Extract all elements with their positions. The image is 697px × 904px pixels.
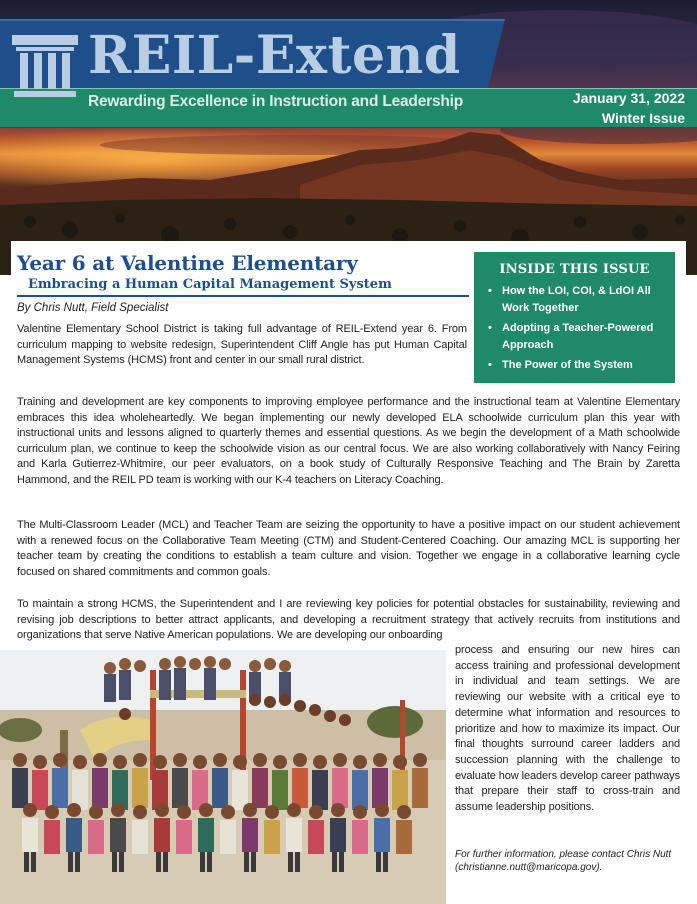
issue-item-1[interactable]: • How the LOI, COI, & LdOI All Work Together (488, 283, 667, 316)
issue-date: January 31, 2022 (572, 90, 685, 106)
sidebar-title: INSIDE THIS ISSUE (499, 262, 650, 277)
issue-season: Winter Issue (601, 110, 685, 126)
group-photo-illustration (0, 650, 446, 904)
paragraph-4: To maintain a strong HCMS, the Superintendent and I are reviewing key policies for potential obstacles for sustainability, reviewing and revising job descriptions to better attract applicants, and developing a recruitment strategy that actively recruits from institutions and organizations that serve Native American populations. We are developing our onboarding (17, 598, 680, 642)
byline: By Chris Nutt, Field Specialist (17, 302, 169, 314)
issue-item-2[interactable]: • Adopting a Teacher-Powered Approach (488, 320, 667, 353)
article-subtitle: Embracing a Human Capital Management System (28, 277, 392, 292)
issue-item-3[interactable]: • The Power of the System (488, 357, 667, 374)
article-title: Year 6 at Valentine Elementary (17, 251, 358, 275)
issue-date-block (573, 88, 685, 128)
tagline: Rewarding Excellence in Instruction and Leadership (88, 93, 464, 110)
title-divider (17, 295, 469, 297)
paragraph-2: Training and development are key components to improving employee performance and the instructional team at Valentine Elementary embraces this idea wholeheartedly. We began implementing our newly developed ELA schoolwide curriculum plan this year with instructional units and lessons aligned to quarterly themes and essential questions. As we begin the development of a Math schoolwide curriculum plan, we continue to keep the schoolwide vision as our central focus. We are also working collaboratively with Nancy Feiring and Karla Gutierrez-Whitmire, our peer evaluators, on a book study of Culturally Responsive Teaching and The Brain by Zaretta Hammond, and the REIL PD team is working with our K-4 teachers on Literacy Coaching. (17, 396, 680, 486)
paragraph-3: The Multi-Classroom Leader (MCL) and Teacher Team are seizing the opportunity to have a positive impact on our student achievement with a renewed focus on the Collaborative Team Meeting (CTM) and Student-Centered Coaching. Our amazing MCL is supporting her teacher team by creating the conditions to establish a team culture and vision. Together we engage in a collaborative learning cycle focused on shared commitments and common goals. (17, 519, 680, 578)
contact-note: For further information, please contact Chris Nutt (christianne.nutt@maricopa.gov). (455, 849, 672, 873)
paragraph-4-continued: process and ensuring our new hires can access training and professional development in individual and team settings. We are reviewing our website with a critical eye to determine what information and resources to prioritize and how to maximize its impact. Our final thoughts surround career ladders and succession planning with the challenge to evaluate how leaders develop career pathways that prepare their staff to cross-train and assume leadership positions. (455, 644, 680, 814)
paragraph-1: Valentine Elementary School District is taking full advantage of REIL-Extend year 6. From curriculum mapping to website redesign, Superintendent Cliff Angle has put Human Capital Management Systems (HCMS) front and center in our small rural district. (17, 323, 467, 367)
school-group-photo (0, 650, 446, 904)
inside-this-issue-box (474, 252, 675, 383)
masthead (0, 0, 697, 275)
newsletter-title: REIL-Extend (88, 25, 461, 86)
issue-list (474, 283, 675, 374)
column-logo-icon (12, 33, 78, 101)
